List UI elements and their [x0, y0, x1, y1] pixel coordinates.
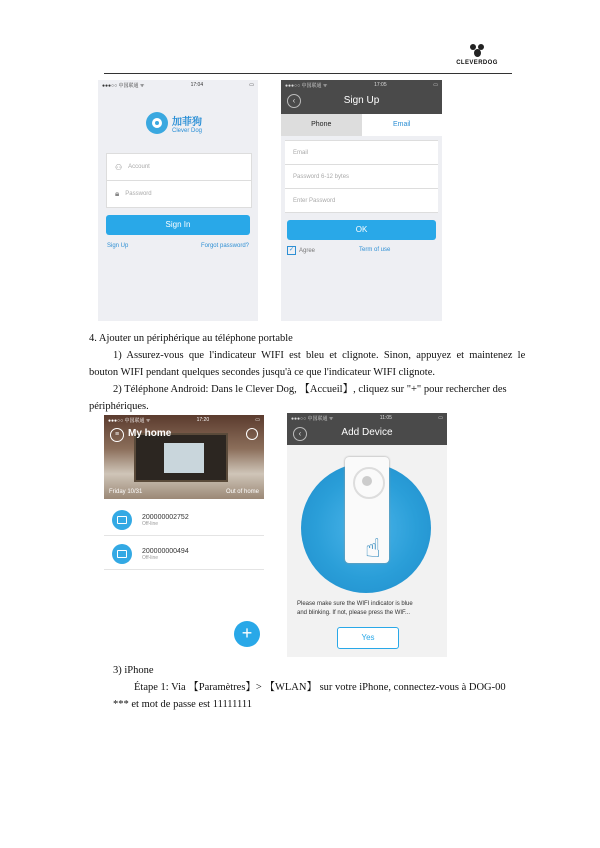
status-bar: ●●●○○ 中国联通 ᯤ 17:05 ▭ — [285, 82, 438, 89]
device-state: Off-line — [142, 554, 159, 561]
dog-icon — [470, 44, 484, 58]
agree-label: Agree — [299, 247, 316, 254]
brand-text: CLEVERDOG — [456, 60, 498, 66]
device-row[interactable] — [104, 505, 264, 536]
step3-heading: 3) iPhone — [113, 665, 154, 676]
password-field[interactable]: 🔒︎ Password — [107, 180, 251, 207]
page-title: Sign Up — [343, 95, 380, 106]
password-field[interactable]: Password 6-12 bytes — [285, 164, 438, 188]
menu-icon[interactable]: ≡ — [110, 428, 124, 442]
clever-dog-logo — [442, 44, 512, 70]
screenshot-add-device — [287, 413, 447, 657]
app-name-cn: 加菲狗 — [172, 116, 202, 128]
hint-line-1: Please make sure the WIFI indicator is blue — [297, 601, 413, 607]
lock-icon: 🔒︎ — [115, 189, 120, 198]
sign-up-link[interactable]: Sign Up — [107, 243, 129, 249]
device-id: 200000000494 — [142, 547, 189, 555]
home-date: Friday 10/31 — [109, 489, 143, 495]
page-title: My home — [128, 428, 172, 439]
add-device-button[interactable]: + — [234, 621, 260, 647]
status-bar: ●●●○○ 中国联通 ᯤ 11:05 ▭ — [291, 415, 443, 422]
header-rule — [104, 73, 512, 74]
step2-line1: 2) Téléphone Android: Dans le Clever Dog, 【Accueil】, cliquez sur "+" pour rechercher des — [113, 384, 507, 395]
email-field[interactable]: Email — [285, 140, 438, 164]
step2-line2: périphériques. — [89, 401, 149, 412]
screenshot-my-home — [104, 415, 264, 657]
back-icon[interactable]: ‹ — [287, 94, 301, 108]
screenshot-login — [98, 80, 258, 321]
app-name-en: Clever Dog — [172, 127, 203, 134]
step1-line1: 1) Assurez-vous que l'indicateur WIFI est bleu et clignote. Sinon, appuyez et maintenez le — [113, 350, 526, 361]
ok-button[interactable]: OK — [287, 220, 436, 240]
back-icon[interactable]: ‹ — [293, 427, 307, 441]
terms-link[interactable]: Term of use — [359, 247, 391, 253]
account-field[interactable]: ⚇ Account — [107, 153, 251, 180]
status-bar: ●●●○○ 中国联通 ᯤ 17:04 ▭ — [102, 82, 254, 89]
section-heading: 4. Ajouter un périphérique au téléphone portable — [89, 333, 293, 344]
confirm-password-field[interactable]: Enter Password — [285, 188, 438, 213]
hand-pointer-icon: ☝︎ — [365, 533, 381, 563]
device-row[interactable] — [104, 539, 264, 570]
user-icon: ⚇ — [115, 162, 123, 172]
forgot-password-link[interactable]: Forgot password? — [200, 243, 249, 249]
device-id: 200000002752 — [142, 513, 189, 521]
camera-dog-icon — [146, 112, 168, 134]
settings-icon[interactable] — [246, 428, 258, 440]
camera-icon — [112, 510, 132, 530]
tab-email[interactable]: Email — [362, 114, 443, 136]
step4-line1: Étape 1: Via 【Paramètres】> 【WLAN】 sur votre iPhone, connectez-vous à DOG-00 — [134, 682, 506, 693]
device-state: Off-line — [142, 520, 159, 527]
yes-button[interactable]: Yes — [337, 627, 399, 649]
agree-checkbox[interactable]: ✓ — [288, 247, 295, 253]
screenshot-sign-up — [281, 80, 442, 321]
sign-in-button[interactable]: Sign In — [106, 215, 250, 235]
hint-line-2: and blinking. If not, please press the WIF... — [297, 610, 411, 616]
step1-line2: bouton WIFI pendant quelques secondes jusqu'à ce que l'indicateur WIFI clignote. — [89, 367, 436, 378]
camera-icon — [112, 544, 132, 564]
tab-phone[interactable]: Phone — [281, 114, 362, 136]
app-logo — [146, 112, 202, 134]
step4-line2: *** et mot de passe est 11111111 — [113, 699, 253, 710]
home-status: Out of home — [225, 489, 259, 495]
page-title: Add Device — [341, 427, 393, 438]
status-bar: ●●●○○ 中国联通 ᯤ 17:20 ▭ — [108, 417, 260, 424]
